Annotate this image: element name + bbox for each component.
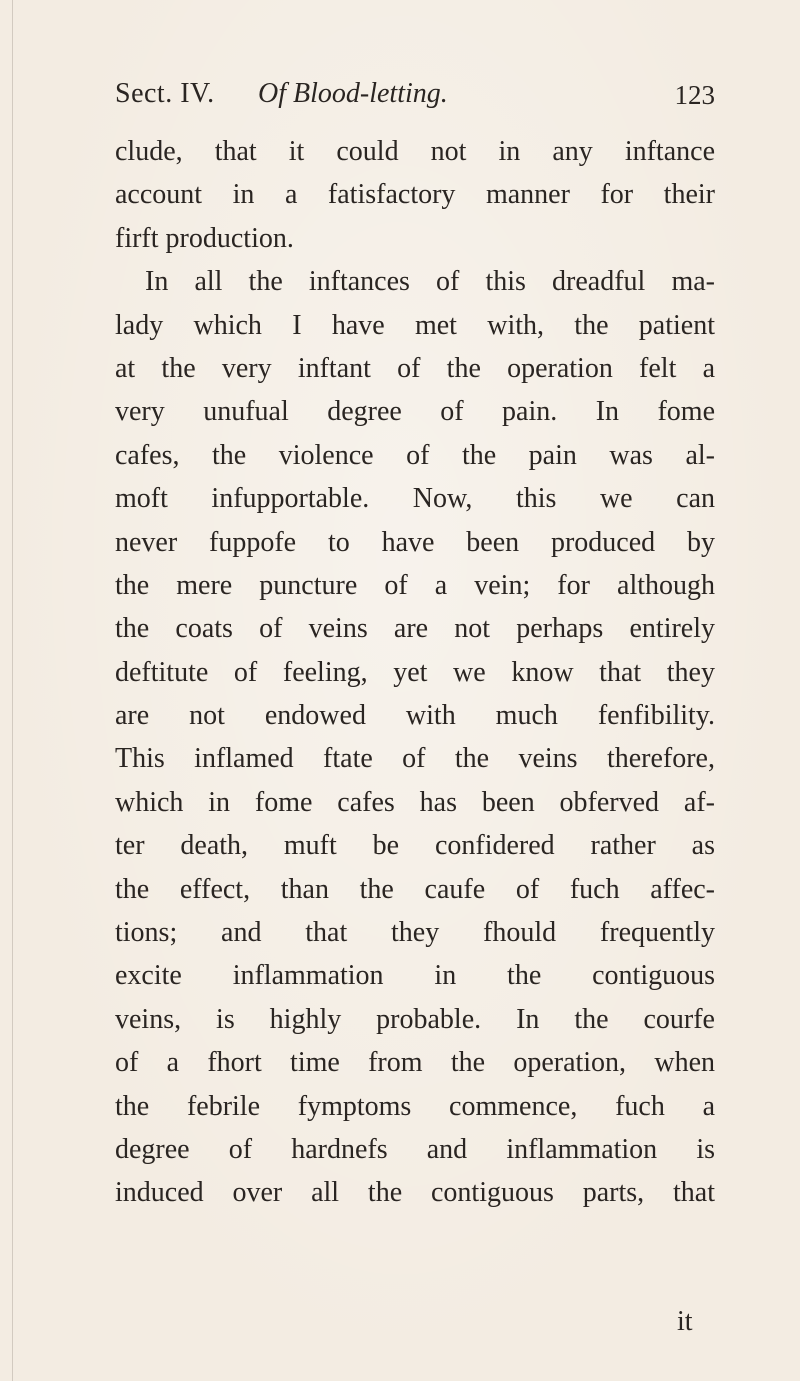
text-line: degree of hardnefs and inflammation is bbox=[115, 1133, 715, 1165]
page-edge bbox=[12, 0, 13, 1381]
text-line: the effect, than the caufe of fuch affec- bbox=[115, 873, 715, 905]
text-line: at the very inftant of the operation felt a bbox=[115, 352, 715, 384]
text-line: ter death, muft be confidered rather as bbox=[115, 830, 715, 862]
text-line: lady which I have met with, the patient bbox=[115, 309, 715, 341]
text-line: induced over all the contiguous parts, that bbox=[115, 1177, 715, 1209]
text-line: never fuppofe to have been produced by bbox=[115, 526, 715, 558]
text-line: the mere puncture of a vein; for although bbox=[115, 569, 715, 601]
page-number: 123 bbox=[674, 80, 715, 110]
text-line: the febrile fymptoms commence, fuch a bbox=[115, 1090, 715, 1122]
text-line: deftitute of feeling, yet we know that they bbox=[115, 656, 715, 688]
running-header bbox=[115, 78, 715, 128]
text-line: account in a fatisfactory manner for their bbox=[115, 179, 715, 211]
text-line: clude, that it could not in any inftance bbox=[115, 136, 715, 167]
text-line: firft production. bbox=[115, 222, 294, 254]
section-label: Sect. IV. bbox=[115, 78, 215, 109]
text-line: which in fome cafes has been obferved af- bbox=[115, 786, 715, 818]
text-line: In all the inftances of this dreadful ma- bbox=[145, 266, 715, 298]
text-line: moft infupportable. Now, this we can bbox=[115, 483, 715, 515]
text-line: veins, is highly probable. In the courfe bbox=[115, 1003, 715, 1035]
text-line: are not endowed with much fenfibility. bbox=[115, 700, 715, 732]
text-line: the coats of veins are not perhaps entirely bbox=[115, 613, 715, 645]
text-line: tions; and that they fhould frequently bbox=[115, 917, 715, 949]
text-line: of a fhort time from the operation, when bbox=[115, 1047, 715, 1079]
text-line: cafes, the violence of the pain was al- bbox=[115, 439, 715, 471]
text-line: excite inflammation in the contiguous bbox=[115, 960, 715, 992]
body-text bbox=[115, 130, 715, 1215]
running-title: Of Blood-letting. bbox=[258, 78, 448, 109]
text-line: very unufual degree of pain. In fome bbox=[115, 396, 715, 428]
catchword: it bbox=[677, 1306, 693, 1337]
text-line: This inflamed ftate of the veins therefore, bbox=[115, 743, 715, 775]
